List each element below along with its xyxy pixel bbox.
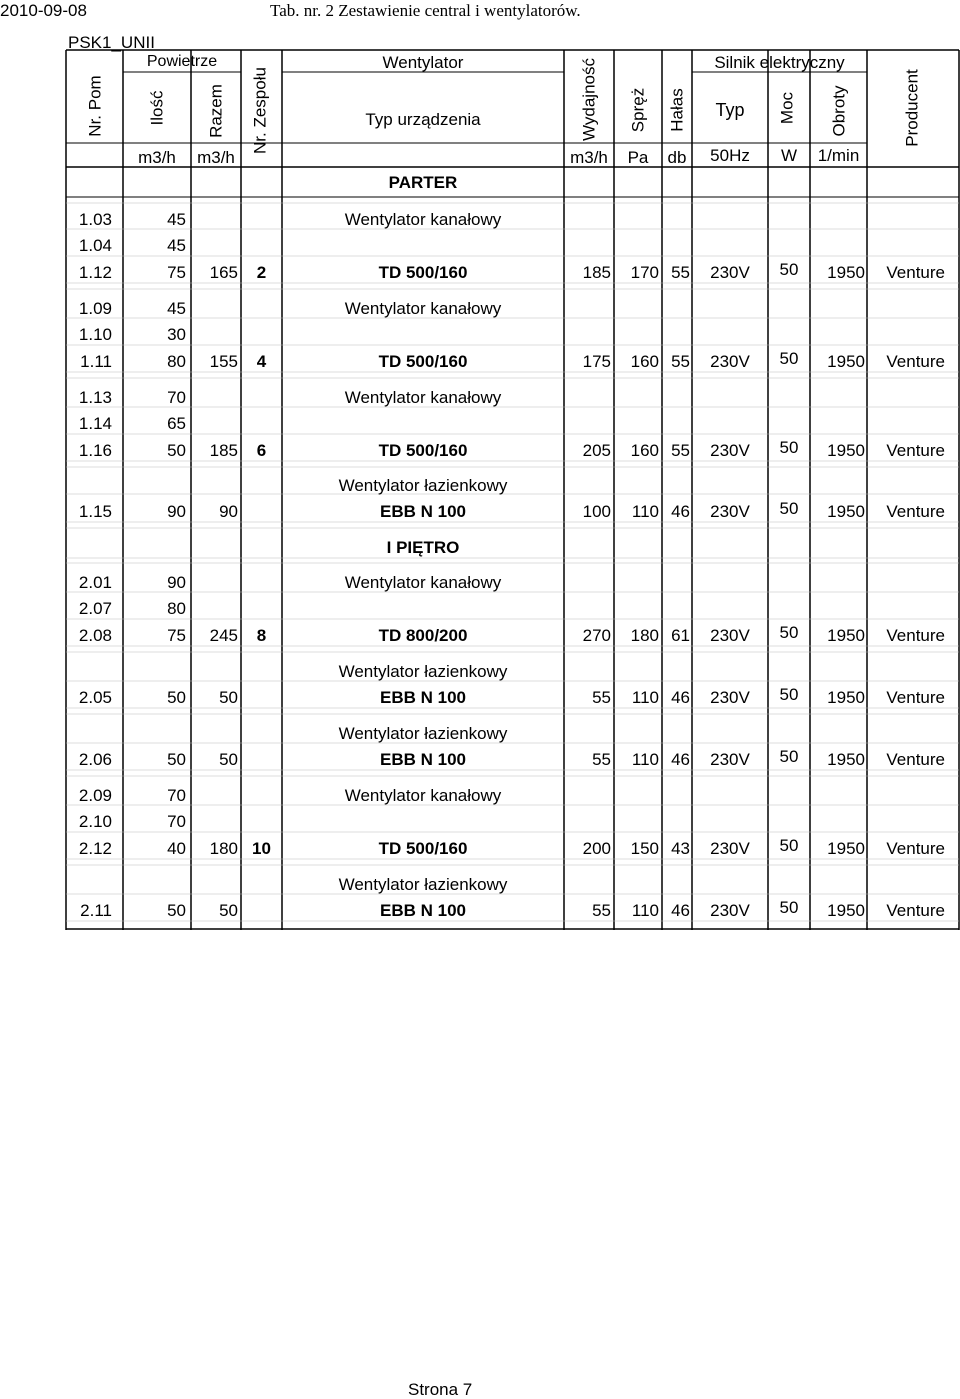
- cell-wyd: 175: [582, 352, 611, 371]
- cell-ilosc: 75: [167, 626, 186, 645]
- cell-razem: 180: [209, 839, 238, 858]
- cell-ilosc: 80: [167, 352, 186, 371]
- col-sprez: Spręż: [628, 87, 648, 133]
- cell-nr: 2.11: [80, 901, 112, 920]
- cell-wyd: 100: [582, 502, 611, 521]
- cell-hal: 46: [671, 750, 690, 769]
- cell-desc: Wentylator łazienkowy: [338, 724, 508, 743]
- cell-ilosc: 70: [167, 786, 186, 805]
- cell-model: TD 500/160: [378, 352, 468, 371]
- cell-typ: 230V: [710, 263, 750, 282]
- cell-model: TD 800/200: [378, 626, 468, 645]
- cell-model: EBB N 100: [380, 688, 466, 707]
- cell-razem: 185: [209, 441, 238, 460]
- cell-razem: 90: [219, 502, 238, 521]
- cell-prod: Venture: [886, 263, 945, 282]
- cell-zesp: 2: [256, 263, 267, 282]
- cell-nr: 2.08: [78, 626, 112, 645]
- col-wentylator: Wentylator: [382, 53, 464, 72]
- cell-model: TD 500/160: [378, 839, 468, 858]
- unit-obroty: 1/min: [817, 146, 860, 165]
- col-wydajnosc: Wydajność: [579, 58, 599, 141]
- sheet-name: PSK1_UNII: [68, 33, 155, 52]
- cell-ilosc: 50: [167, 750, 186, 769]
- cell-spr: 150: [630, 839, 659, 858]
- cell-typ: 230V: [710, 441, 750, 460]
- col-nr-zespolu: Nr. Zespołu: [250, 67, 270, 154]
- document-date: 2010-09-08: [0, 1, 87, 20]
- cell-prod: Venture: [886, 688, 945, 707]
- col-producent: Producent: [902, 69, 922, 147]
- cell-moc: 50: [779, 898, 799, 917]
- document-title: Tab. nr. 2 Zestawienie central i wentylatorów.: [270, 1, 581, 20]
- unit-wydajnosc: m3/h: [570, 148, 608, 167]
- cell-obr: 1950: [827, 352, 865, 371]
- cell-zesp: 10: [252, 839, 271, 858]
- cell-prod: Venture: [886, 901, 945, 920]
- cell-obr: 1950: [827, 901, 865, 920]
- cell-hal: 46: [671, 688, 690, 707]
- cell-zesp: 8: [256, 626, 267, 645]
- cell-nr: 1.14: [78, 414, 112, 433]
- cell-moc: 50: [779, 349, 799, 368]
- cell-typ: 230V: [710, 626, 750, 645]
- cell-prod: Venture: [886, 839, 945, 858]
- cell-obr: 1950: [827, 688, 865, 707]
- cell-hal: 46: [671, 901, 690, 920]
- cell-desc: Wentylator kanałowy: [344, 786, 502, 805]
- cell-razem: 245: [209, 626, 238, 645]
- cell-spr: 110: [631, 688, 659, 707]
- cell-nr: 1.03: [78, 210, 112, 229]
- section-i-pietro: I PIĘTRO: [386, 538, 460, 557]
- cell-nr: 1.13: [78, 388, 112, 407]
- col-powietrze: Powietrze: [146, 53, 218, 70]
- cell-ilosc: 80: [167, 599, 186, 618]
- cell-prod: Venture: [886, 441, 945, 460]
- cell-nr: 2.10: [78, 812, 112, 831]
- cell-hal: 55: [671, 441, 690, 460]
- col-typ: Typ: [715, 100, 745, 120]
- cell-ilosc: 50: [167, 441, 186, 460]
- col-razem: Razem: [206, 84, 226, 138]
- cell-nr: 2.07: [78, 599, 112, 618]
- col-nr-pom: Nr. Pom: [85, 75, 105, 137]
- cell-nr: 1.09: [78, 299, 112, 318]
- cell-ilosc: 90: [167, 573, 186, 592]
- cell-nr: 1.16: [78, 441, 112, 460]
- cell-desc: Wentylator kanałowy: [344, 299, 502, 318]
- cell-razem: 50: [219, 901, 238, 920]
- cell-wyd: 205: [582, 441, 611, 460]
- cell-ilosc: 75: [167, 263, 186, 282]
- cell-nr: 2.09: [78, 786, 112, 805]
- cell-model: TD 500/160: [378, 441, 468, 460]
- cell-razem: 155: [209, 352, 238, 371]
- cell-nr: 1.11: [80, 352, 112, 371]
- cell-moc: 50: [779, 623, 799, 642]
- cell-wyd: 55: [592, 688, 611, 707]
- col-obroty: Obroty: [829, 85, 849, 137]
- col-moc: Moc: [777, 91, 797, 125]
- cell-desc: Wentylator łazienkowy: [338, 875, 508, 894]
- unit-razem: m3/h: [197, 148, 235, 167]
- cell-hal: 46: [671, 502, 690, 521]
- cell-spr: 110: [631, 901, 659, 920]
- cell-desc: Wentylator kanałowy: [344, 573, 502, 592]
- cell-desc: Wentylator kanałowy: [344, 388, 502, 407]
- cell-ilosc: 70: [167, 388, 186, 407]
- cell-prod: Venture: [886, 750, 945, 769]
- cell-obr: 1950: [827, 502, 865, 521]
- cell-razem: 50: [219, 688, 238, 707]
- section-parter: PARTER: [388, 173, 458, 192]
- cell-nr: 1.10: [78, 325, 112, 344]
- cell-desc: Wentylator łazienkowy: [338, 476, 508, 495]
- cell-typ: 230V: [710, 502, 750, 521]
- cell-zesp: 6: [256, 441, 267, 460]
- cell-wyd: 270: [582, 626, 611, 645]
- col-typ-urzadzenia: Typ urządzenia: [365, 110, 481, 129]
- cell-spr: 180: [630, 626, 659, 645]
- unit-moc: W: [780, 146, 798, 165]
- unit-sprez: Pa: [627, 148, 649, 167]
- cell-ilosc: 50: [167, 901, 186, 920]
- cell-ilosc: 90: [167, 502, 186, 521]
- cell-model: EBB N 100: [380, 502, 466, 521]
- cell-nr: 1.12: [78, 263, 112, 282]
- cell-desc: Wentylator kanałowy: [344, 210, 502, 229]
- cell-typ: 230V: [710, 352, 750, 371]
- cell-nr: 2.06: [78, 750, 112, 769]
- cell-ilosc: 30: [167, 325, 186, 344]
- page-number: Strona 7: [408, 1380, 473, 1399]
- cell-model: EBB N 100: [380, 750, 466, 769]
- cell-spr: 110: [631, 750, 659, 769]
- cell-obr: 1950: [827, 626, 865, 645]
- col-halas: Hałas: [667, 88, 687, 132]
- cell-prod: Venture: [886, 352, 945, 371]
- cell-nr: 1.15: [78, 502, 112, 521]
- cell-prod: Venture: [886, 626, 945, 645]
- cell-moc: 50: [779, 747, 799, 766]
- cell-ilosc: 45: [167, 299, 186, 318]
- cell-obr: 1950: [827, 839, 865, 858]
- cell-ilosc: 50: [167, 688, 186, 707]
- col-ilosc: Ilość: [147, 90, 167, 126]
- cell-nr: 1.04: [78, 236, 112, 255]
- cell-nr: 2.01: [78, 573, 112, 592]
- cell-moc: 50: [779, 438, 799, 457]
- cell-wyd: 200: [582, 839, 611, 858]
- unit-ilosc: m3/h: [138, 148, 176, 167]
- cell-desc: Wentylator łazienkowy: [338, 662, 508, 681]
- cell-wyd: 185: [582, 263, 611, 282]
- cell-typ: 230V: [710, 750, 750, 769]
- col-silnik: Silnik elektryczny: [714, 53, 845, 72]
- cell-ilosc: 45: [167, 236, 186, 255]
- cell-hal: 55: [671, 352, 690, 371]
- cell-hal: 55: [671, 263, 690, 282]
- unit-halas: db: [667, 148, 687, 167]
- cell-ilosc: 40: [167, 839, 186, 858]
- cell-prod: Venture: [886, 502, 945, 521]
- cell-obr: 1950: [827, 441, 865, 460]
- cell-ilosc: 45: [167, 210, 186, 229]
- cell-moc: 50: [779, 836, 799, 855]
- cell-model: TD 500/160: [378, 263, 468, 282]
- cell-moc: 50: [779, 685, 799, 704]
- cell-zesp: 4: [256, 352, 267, 371]
- cell-wyd: 55: [592, 901, 611, 920]
- cell-moc: 50: [779, 499, 799, 518]
- cell-typ: 230V: [710, 901, 750, 920]
- cell-nr: 2.05: [78, 688, 112, 707]
- cell-model: EBB N 100: [380, 901, 466, 920]
- cell-spr: 110: [631, 502, 659, 521]
- cell-razem: 50: [219, 750, 238, 769]
- cell-spr: 160: [630, 352, 659, 371]
- cell-wyd: 55: [592, 750, 611, 769]
- unit-typ: 50Hz: [710, 146, 750, 165]
- cell-spr: 160: [630, 441, 659, 460]
- cell-hal: 43: [671, 839, 690, 858]
- cell-razem: 165: [209, 263, 238, 282]
- cell-ilosc: 70: [167, 812, 186, 831]
- cell-nr: 2.12: [78, 839, 112, 858]
- cell-obr: 1950: [827, 750, 865, 769]
- cell-typ: 230V: [710, 839, 750, 858]
- cell-typ: 230V: [710, 688, 750, 707]
- cell-spr: 170: [630, 263, 659, 282]
- cell-obr: 1950: [827, 263, 865, 282]
- cell-ilosc: 65: [167, 414, 186, 433]
- cell-moc: 50: [779, 260, 799, 279]
- cell-hal: 61: [671, 626, 690, 645]
